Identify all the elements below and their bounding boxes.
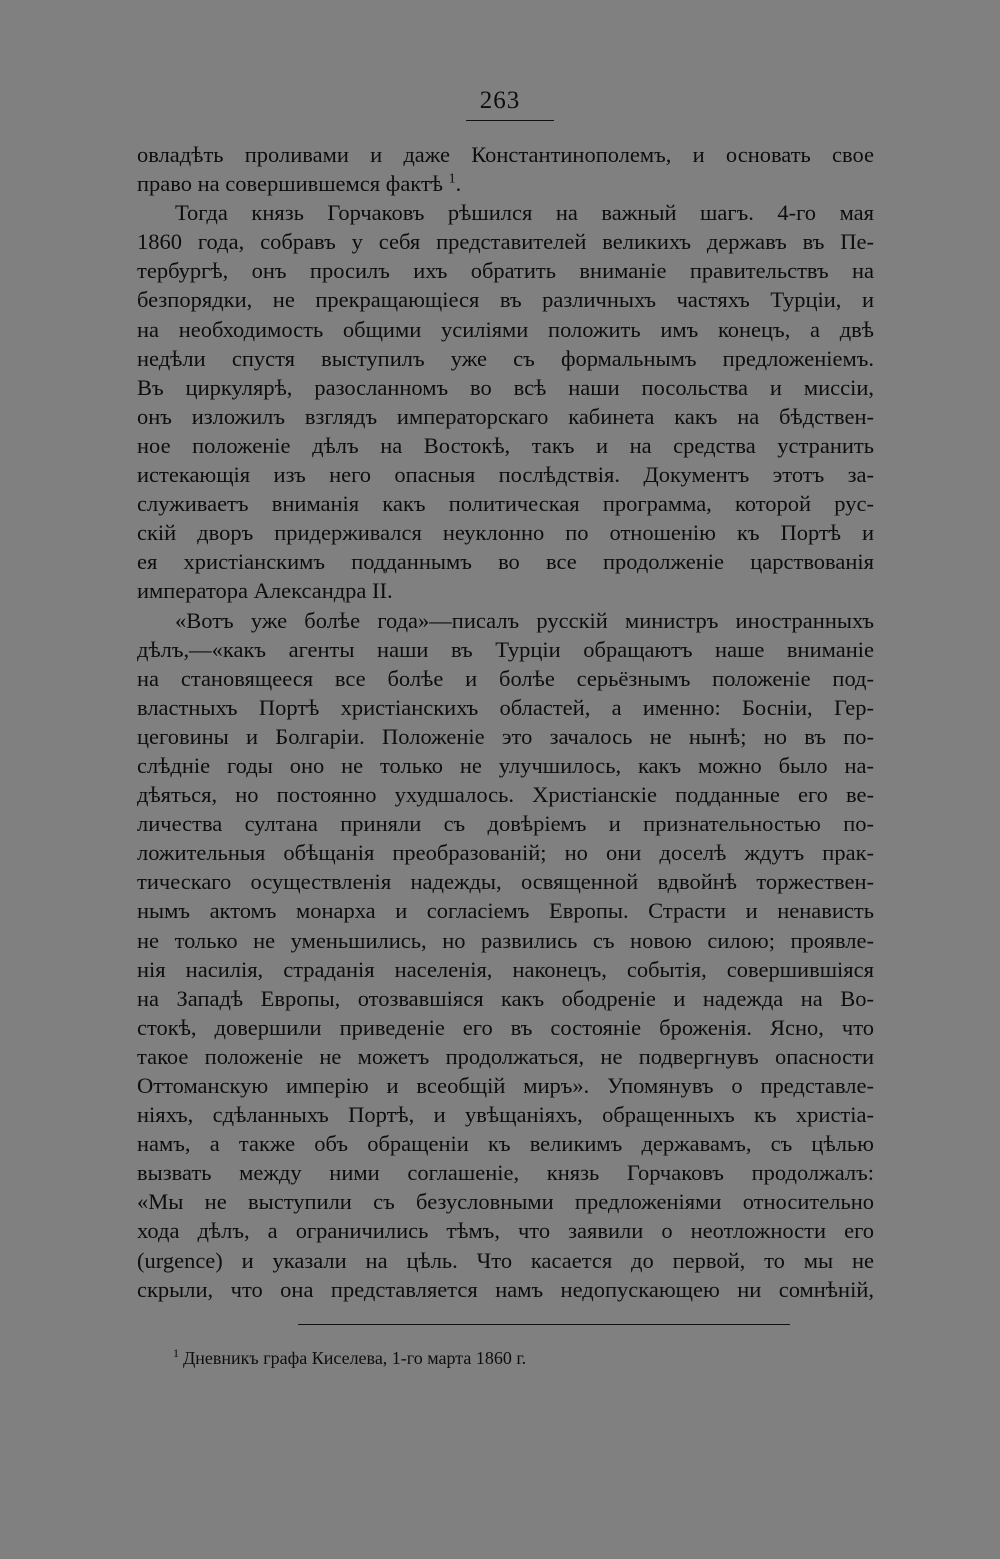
text-line: Тогда князь Горчаковъ рѣшился на важный шагъ. 4-го мая [175,200,874,226]
text-line: «Мы не выступили съ безусловными предложеніями относительно [137,1189,874,1215]
footnote-separator [298,1324,790,1325]
body-text [137,140,874,1304]
text-line: такое положеніе не можетъ продолжаться, не подвергнувъ опасности [137,1043,874,1069]
text-line: истекающія изъ него опасныя послѣдствія. Документъ этотъ за- [137,462,874,488]
text-line: на Западѣ Европы, отозвавшіяся какъ ободреніе и надежда на Во- [137,985,874,1011]
text-line: нымъ актомъ монарха и согласіемъ Европы. Страсти и ненависть [137,898,874,924]
text-line: 1860 года, собравъ у себя представителей великихъ державъ въ Пе- [137,229,874,255]
text-line: (urgence) и указали на цѣль. Что касается до первой, то мы не [137,1247,874,1273]
text-line: тическаго осуществленія надежды, освященной вдвойнѣ торжествен- [137,869,874,895]
text-line: Въ циркулярѣ, разосланномъ во всѣ наши посольства и миссіи, [137,374,874,400]
text-line: императора Александра II. [137,578,393,604]
text-line: личества султана приняли съ довѣріемъ и признательностью по- [137,811,874,837]
text-line: на становящееся все болѣе и болѣе серьёзнымъ положеніе под- [137,665,874,691]
text-line: скрыли, что она представляется намъ недопускающею ни сомнѣній, [137,1276,874,1302]
page-number-rule [466,120,554,121]
text-line: безпорядки, не прекращающіеся въ различныхъ частяхъ Турціи, и [137,287,874,313]
text-line: не только не уменьшились, но развились съ новою силою; проявле- [137,927,874,953]
text-line: Оттоманскую имперію и всеобщій миръ». Упомянувъ о представле- [137,1073,874,1098]
text-line: право на совершившемся фактѣ [137,171,443,197]
text-line: ніяхъ, сдѣланныхъ Портѣ, и увѣщаніяхъ, обращенныхъ къ христіа- [137,1102,874,1128]
text-line: недѣли спустя выступилъ уже съ формальнымъ предложеніемъ. [137,345,874,371]
text-line: «Вотъ уже болѣе года»—писалъ русскій министръ иностранныхъ [175,607,874,633]
text-line: овладѣть проливами и даже Константинополемъ, и основать свое [137,142,874,167]
footnote-text: Дневникъ графа Киселева, 1-го марта 1860 г. [183,1348,527,1368]
footnote [173,1342,526,1369]
text-line: стокѣ, довершили приведеніе его въ состояніе броженія. Ясно, что [137,1014,874,1040]
text-line: на необходимость общими усиліями положить имъ конецъ, а двѣ [137,316,874,342]
text-line: ное положеніе дѣлъ на Востокѣ, такъ и на средства устранить [137,432,874,458]
footnote-reference: 1 [448,171,456,187]
footnote-reference-suffix: . [455,171,462,197]
text-line: онъ изложилъ взглядъ императорскаго кабинета какъ на бѣдствен- [137,403,874,429]
text-line: цеговины и Болгаріи. Положеніе это зачалось не нынѣ; но въ по- [137,723,874,749]
text-line: скій дворъ придерживался неуклонно по отношенію къ Портѣ и [137,520,874,546]
text-line-with-footnote [137,169,874,198]
text-line: хода дѣлъ, а ограничились тѣмъ, что заявили о неотложности его [137,1218,874,1244]
page-number: 263 [479,87,521,114]
text-line: тербургѣ, онъ просилъ ихъ обратить вниманіе правительствъ на [137,258,874,284]
text-line: дѣлъ,—«какъ агенты наши въ Турціи обращаютъ наше вниманіе [137,636,874,662]
text-line: нія насилія, страданія населенія, наконецъ, событія, совершившіяся [137,956,874,982]
text-line: ея христіанскимъ подданнымъ во все продолженіе царствованія [137,549,874,575]
text-line: ложительныя обѣщанія преобразованій; но они доселѣ ждутъ прак- [137,840,874,866]
text-line: дѣяться, но постоянно ухудшалось. Христіанскіе подданные его ве- [137,782,874,808]
text-line: служиваетъ вниманія какъ политическая программа, которой рус- [137,491,874,517]
text-line: властныхъ Портѣ христіанскихъ областей, а именно: Босніи, Гер- [137,694,874,720]
text-line: слѣдніе годы оно не только не улучшилось, какъ можно было на- [137,752,874,778]
text-line: намъ, а также объ обращеніи къ великимъ державамъ, съ цѣлью [137,1131,874,1157]
footnote-mark: 1 [173,1346,179,1360]
text-line: вызвать между ними соглашеніе, князь Горчаковъ продолжалъ: [137,1160,874,1186]
